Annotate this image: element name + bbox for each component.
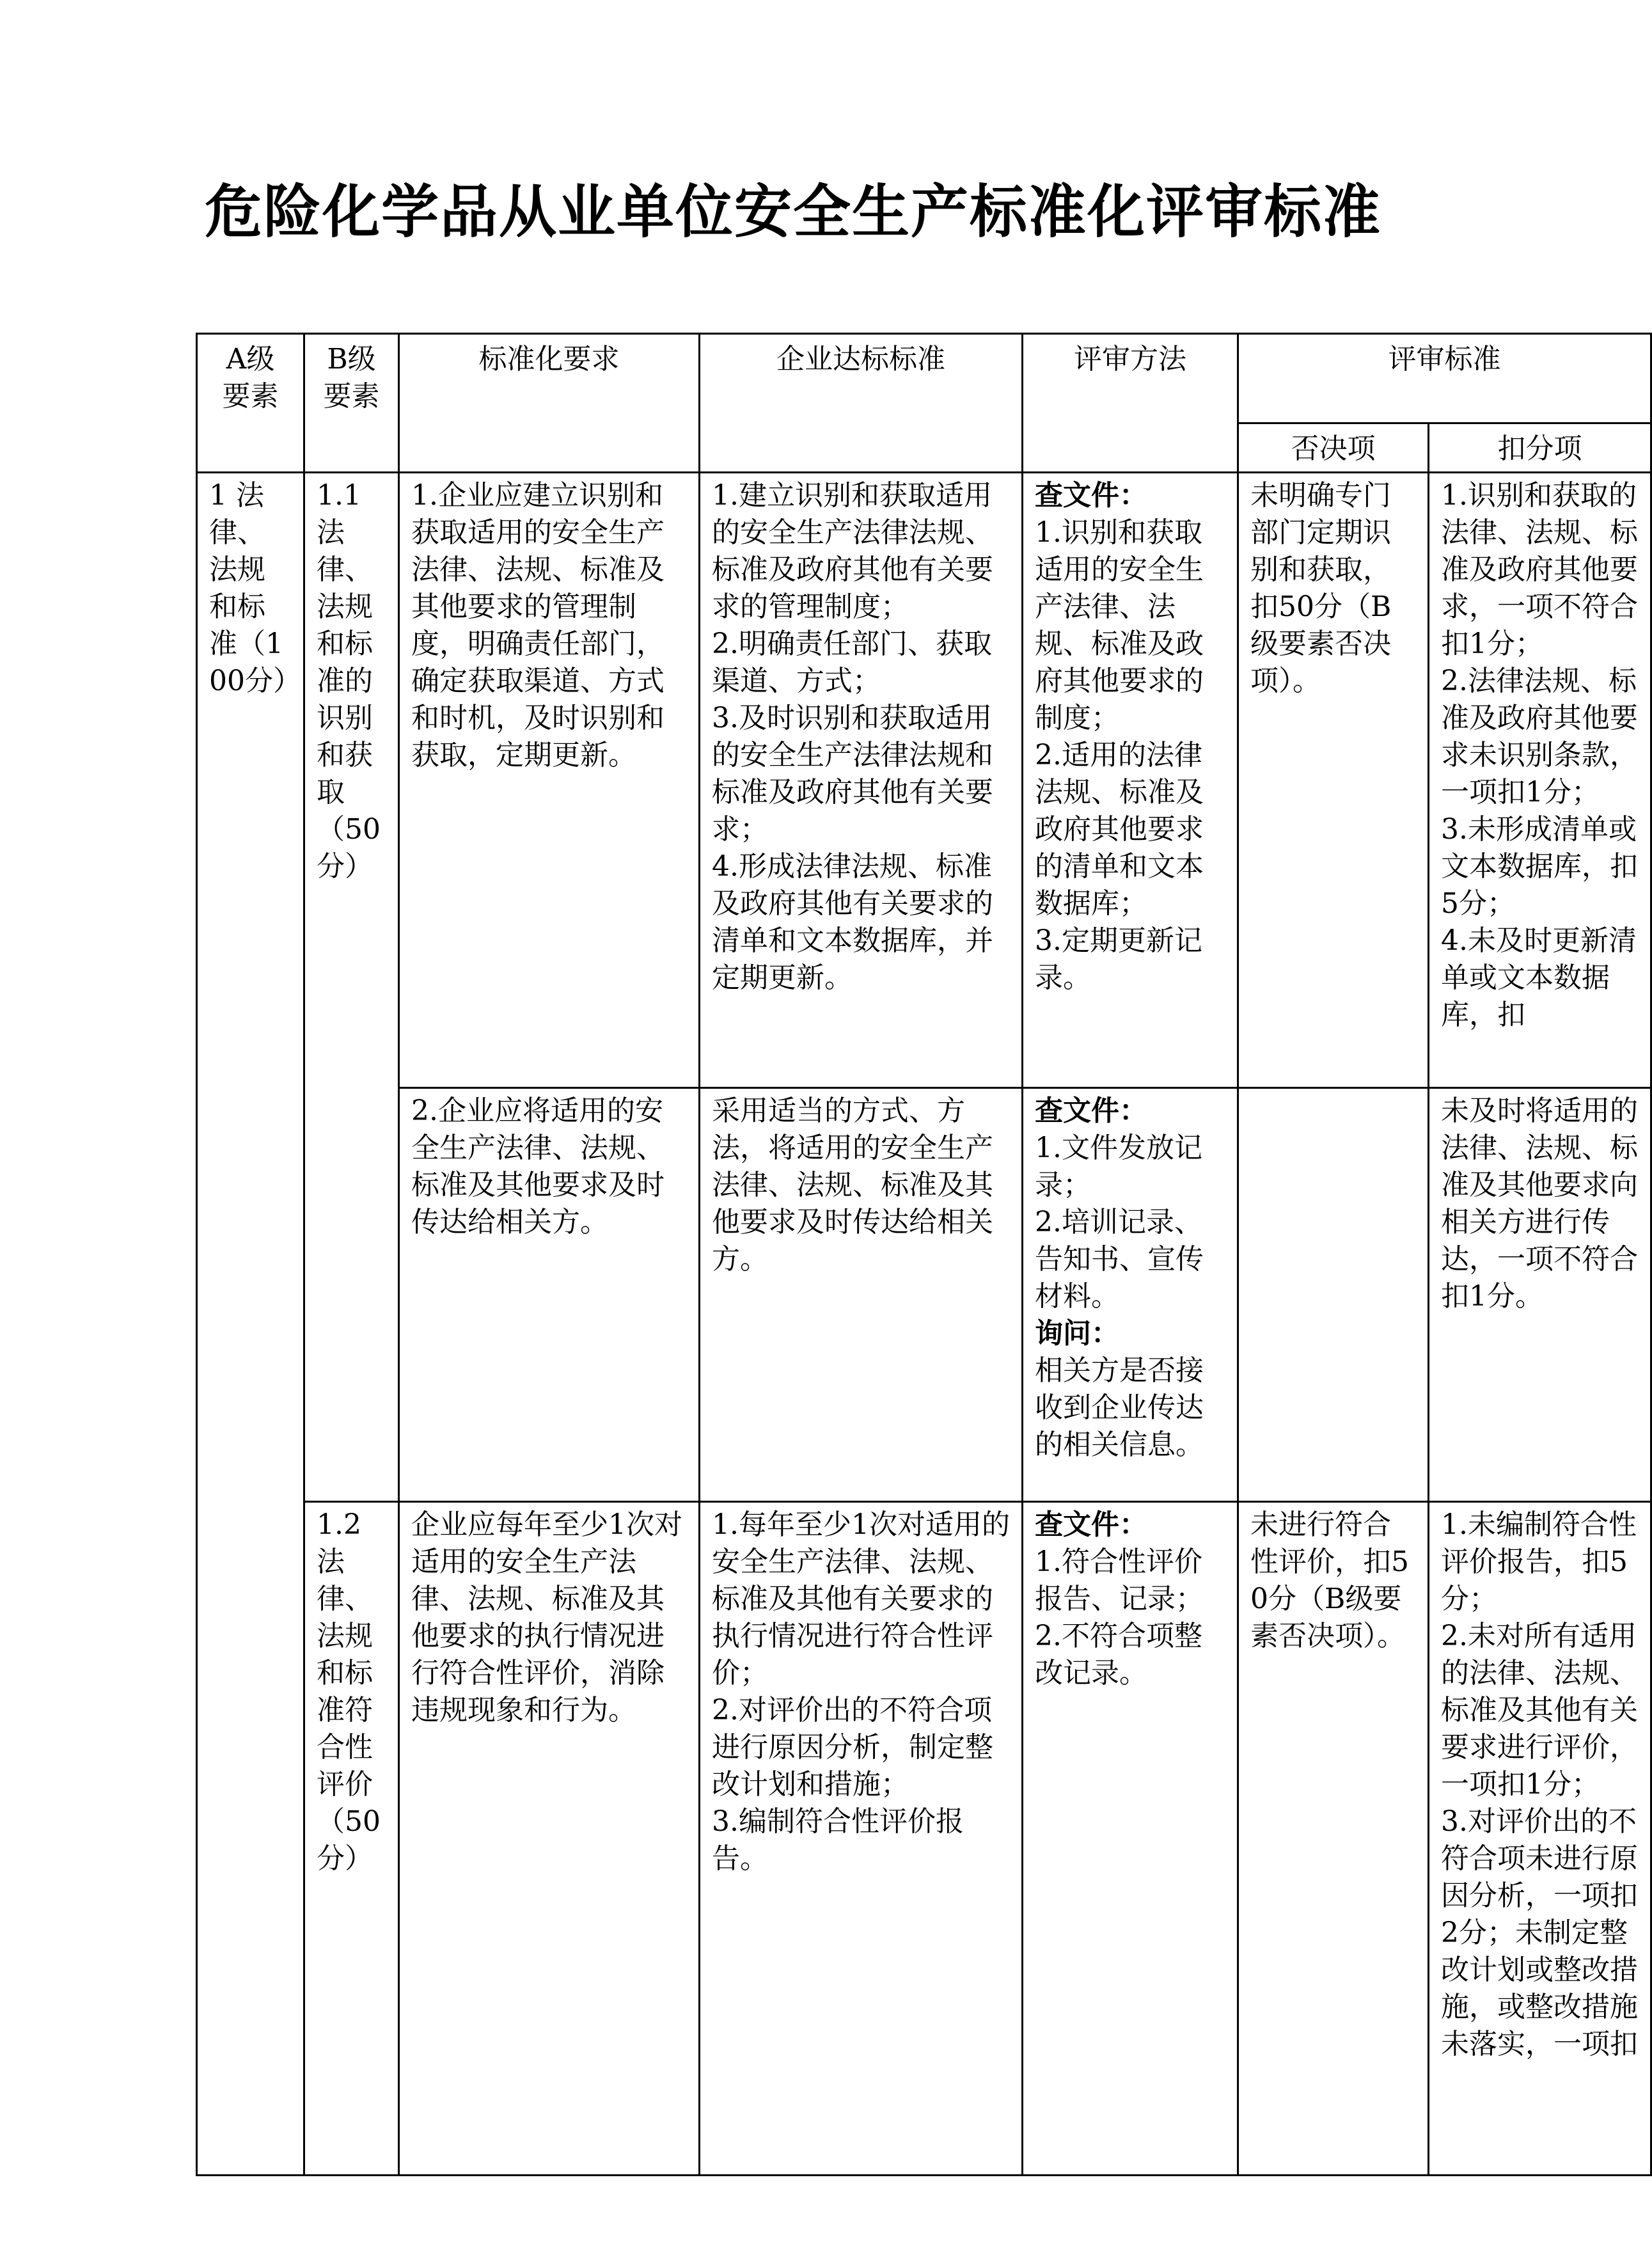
method-cell — [1023, 1088, 1238, 1502]
method-body: 1.符合性评价报告、记录； 2.不符合项整改记录。 — [1035, 1545, 1204, 1689]
evaluation-standard-table — [196, 333, 1652, 2176]
method-body-inquiry: 相关方是否接收到企业传达的相关信息。 — [1035, 1354, 1204, 1461]
requirement-cell: 2.企业应将适用的安全生产法律、法规、标准及其他要求及时传达给相关方。 — [399, 1088, 700, 1502]
deduction-cell: 1.识别和获取的法律、法规、标准及政府其他要求，一项不符合扣1分； 2.法律法规、标准及政府其他要求未识别条款，一项扣1分； 3.未形成清单或文本数据库，扣5分； 4.未及时更新清单或文本数据库，扣 — [1429, 473, 1651, 1088]
method-body: 1.文件发放记录； 2.培训记录、告知书、宣传材料。 — [1035, 1132, 1204, 1313]
table-row — [197, 1088, 1651, 1502]
standard-cell: 1.建立识别和获取适用的安全生产法律法规、标准及政府其他有关要求的管理制度； 2.明确责任部门、获取渠道、方式； 3.及时识别和获取适用的安全生产法律法规和标准及政府其他有关要求； 4.形成法律法规、标准及政府其他有关要求的清单和文本数据库，并定期更新。 — [700, 473, 1023, 1088]
header-b-level: B级 要素 — [304, 334, 399, 473]
b-level-element: 1.1 法律、法规和标准的识别和获取（50分） — [304, 473, 399, 1502]
veto-cell: 未进行符合性评价，扣50分（B级要素否决项）。 — [1238, 1502, 1429, 2176]
deduction-cell: 1.未编制符合性评价报告，扣5分； 2.未对所有适用的法律、法规、标准及其他有关要求进行评价，一项扣1分； 3.对评价出的不符合项未进行原因分析，一项扣2分；未制定整改计划或整改措施，或整改措施未落实，一项扣 — [1429, 1502, 1651, 2176]
table-row — [197, 1502, 1651, 2176]
header-method: 评审方法 — [1023, 334, 1238, 473]
requirement-cell: 1.企业应建立识别和获取适用的安全生产法律、法规、标准及其他要求的管理制度，明确责任部门，确定获取渠道、方式和时机，及时识别和获取，定期更新。 — [399, 473, 700, 1088]
method-body: 1.识别和获取适用的安全生产法律、法规、标准及政府其他要求的制度； 2.适用的法律法规、标准及政府其他要求的清单和文本数据库； 3.定期更新记录。 — [1035, 516, 1204, 994]
method-cell — [1023, 1502, 1238, 2176]
b-level-element: 1.2 法律、法规和标准符合性评价（50分） — [304, 1502, 399, 2176]
method-heading: 查文件： — [1035, 479, 1147, 512]
deduction-cell: 未及时将适用的法律、法规、标准及其他要求向相关方进行传达，一项不符合扣1分。 — [1429, 1088, 1651, 1502]
standard-cell: 1.每年至少1次对适用的安全生产法律、法规、标准及其他有关要求的执行情况进行符合性评价； 2.对评价出的不符合项进行原因分析，制定整改计划和措施； 3.编制符合性评价报告。 — [700, 1502, 1023, 2176]
method-heading: 查文件： — [1035, 1508, 1147, 1541]
header-enterprise-standard: 企业达标标准 — [700, 334, 1023, 473]
method-heading-inquiry: 询问： — [1035, 1317, 1119, 1350]
veto-cell: 未明确专门部门定期识别和获取，扣50分（B级要素否决项）。 — [1238, 473, 1429, 1088]
a-level-element: 1 法律、法规和标准（100分） — [197, 473, 304, 2176]
standard-cell: 采用适当的方式、方法，将适用的安全生产法律、法规、标准及其他要求及时传达给相关方。 — [700, 1088, 1023, 1502]
header-veto: 否决项 — [1238, 423, 1429, 473]
requirement-cell: 企业应每年至少1次对适用的安全生产法律、法规、标准及其他要求的执行情况进行符合性评价，消除违规现象和行为。 — [399, 1502, 700, 2176]
page-title: 危险化学品从业单位安全生产标准化评审标准 — [205, 178, 1381, 246]
method-heading: 查文件： — [1035, 1094, 1147, 1127]
header-a-level: A级 要素 — [197, 334, 304, 473]
header-requirement: 标准化要求 — [399, 334, 700, 473]
header-criteria: 评审标准 — [1238, 334, 1651, 423]
table-row — [197, 473, 1651, 1088]
veto-cell — [1238, 1088, 1429, 1502]
header-deduction: 扣分项 — [1429, 423, 1651, 473]
method-cell — [1023, 473, 1238, 1088]
